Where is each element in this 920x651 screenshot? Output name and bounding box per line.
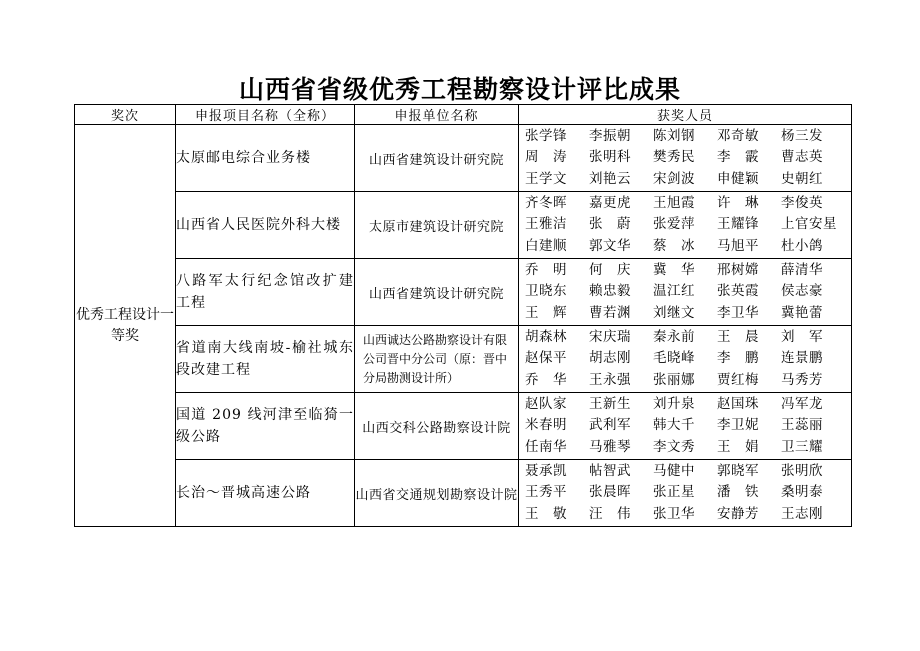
people-grid [519,461,851,526]
people-grid [519,327,851,392]
person-name: 李 霰 [717,149,759,166]
people-grid [519,260,851,325]
unit-name-cell: 山西省交通规划勘察设计院 [355,460,519,527]
person-name: 胡森林 [525,328,567,345]
project-name-cell: 山西省人民医院外科大楼 [176,192,355,259]
page-title: 山西省省级优秀工程勘察设计评比成果 [238,75,681,104]
person-name: 乔 明 [525,261,567,278]
person-name: 李文秀 [653,438,695,455]
person-name: 王永强 [589,371,631,388]
award-people-cell [519,460,852,527]
person-name: 王 辉 [525,304,567,321]
person-name: 汪 伟 [589,505,631,522]
person-name: 张晨晖 [589,484,631,501]
header-project: 申报项目名称（全称） [176,105,355,125]
person-name: 曹志英 [781,149,823,166]
person-name: 王蕊丽 [781,417,823,434]
person-name: 薛清华 [781,261,823,278]
person-name: 王雅洁 [525,216,567,233]
unit-name-cell: 山西省建筑设计研究院 [355,259,519,326]
person-name: 李 鹏 [717,350,759,367]
person-name: 任南华 [525,438,567,455]
table-row [75,460,852,527]
person-name: 郭文华 [589,237,631,254]
person-name: 马雅琴 [589,438,631,455]
awards-table [74,104,852,527]
unit-name-cell: 山西交科公路勘察设计院 [355,393,519,460]
person-name: 卫晓东 [525,283,567,300]
person-name: 史朝红 [781,170,823,187]
person-name: 张明欣 [781,462,823,479]
project-name-cell: 太原邮电综合业务楼 [176,125,355,192]
person-name: 王 娟 [717,438,759,455]
award-level-cell: 优秀工程设计一等奖 [75,125,176,527]
project-name-cell: 省道南大线南坡-榆社城东段改建工程 [176,326,355,393]
table-row [75,326,852,393]
unit-name-cell: 山西省建筑设计研究院 [355,125,519,192]
person-name: 赵国珠 [717,395,759,412]
person-name: 曹若渊 [589,304,631,321]
table-row [75,125,852,192]
person-name: 冀 华 [653,261,695,278]
person-name: 宋剑波 [653,170,695,187]
people-grid [519,126,851,191]
person-name: 韩大千 [653,417,695,434]
award-people-cell [519,326,852,393]
person-name: 马秀芳 [781,371,823,388]
person-name: 宋庆瑞 [589,328,631,345]
person-name: 周 涛 [525,149,567,166]
person-name: 邓奇敏 [717,127,759,144]
person-name: 桑明泰 [781,484,823,501]
table-row [75,259,852,326]
header-unit: 申报单位名称 [355,105,519,125]
person-name: 刘继文 [653,304,695,321]
person-name: 陈刘钢 [653,127,695,144]
people-grid [519,394,851,459]
person-name: 马旭平 [717,237,759,254]
person-name: 连景鹏 [781,350,823,367]
person-name: 冀艳蕾 [781,304,823,321]
person-name: 刘艳云 [589,170,631,187]
person-name: 马健中 [653,462,695,479]
person-name: 王学文 [525,170,567,187]
person-name: 上官安星 [781,216,837,233]
person-name: 李卫华 [717,304,759,321]
person-name: 贾红梅 [717,371,759,388]
project-name-cell: 长治～晋城高速公路 [176,460,355,527]
person-name: 聂承凯 [525,462,567,479]
person-name: 冯军龙 [781,395,823,412]
award-people-cell [519,393,852,460]
project-name-cell: 八路军太行纪念馆改扩建工程 [176,259,355,326]
person-name: 王秀平 [525,484,567,501]
person-name: 侯志豪 [781,283,823,300]
award-people-cell [519,259,852,326]
person-name: 张 蔚 [589,216,631,233]
person-name: 李振朝 [589,127,631,144]
person-name: 秦永前 [653,328,695,345]
person-name: 白建顺 [525,237,567,254]
person-name: 张卫华 [653,505,695,522]
header-award: 奖次 [75,105,176,125]
person-name: 嘉更虎 [589,194,631,211]
person-name: 刘升泉 [653,395,695,412]
table-row [75,192,852,259]
header-row [75,105,852,125]
person-name: 卫三耀 [781,438,823,455]
person-name: 杨三发 [781,127,823,144]
person-name: 张正星 [653,484,695,501]
person-name: 安静芳 [717,505,759,522]
person-name: 张爱萍 [653,216,695,233]
unit-name-cell: 山西诚达公路勘察设计有限公司晋中分公司（原：晋中分局勘测设计所） [355,326,519,393]
person-name: 王耀锋 [717,216,759,233]
person-name: 樊秀民 [653,149,695,166]
person-name: 王新生 [589,395,631,412]
person-name: 赵保平 [525,350,567,367]
person-name: 申健颖 [717,170,759,187]
person-name: 刘 军 [781,328,823,345]
person-name: 赖忠毅 [589,283,631,300]
person-name: 乔 华 [525,371,567,388]
person-name: 武利军 [589,417,631,434]
person-name: 赵队家 [525,395,567,412]
person-name: 张学锋 [525,127,567,144]
header-people: 获奖人员 [519,105,852,125]
person-name: 温江红 [653,283,695,300]
person-name: 帖智武 [589,462,631,479]
person-name: 张丽娜 [653,371,695,388]
person-name: 王旭霞 [653,194,695,211]
unit-name-cell: 太原市建筑设计研究院 [355,192,519,259]
person-name: 胡志刚 [589,350,631,367]
people-grid [519,193,851,258]
person-name: 米春明 [525,417,567,434]
award-people-cell [519,192,852,259]
table-row [75,393,852,460]
person-name: 潘 铁 [717,484,759,501]
person-name: 李俊英 [781,194,823,211]
person-name: 许 琳 [717,194,759,211]
person-name: 王志刚 [781,505,823,522]
person-name: 张明科 [589,149,631,166]
person-name: 王 敬 [525,505,567,522]
person-name: 毛晓峰 [653,350,695,367]
person-name: 杜小鸽 [781,237,823,254]
person-name: 李卫妮 [717,417,759,434]
person-name: 齐冬晖 [525,194,567,211]
person-name: 何 庆 [589,261,631,278]
person-name: 蔡 冰 [653,237,695,254]
person-name: 王 晨 [717,328,759,345]
award-people-cell [519,125,852,192]
project-name-cell: 国道 209 线河津至临猗一级公路 [176,393,355,460]
person-name: 张英霞 [717,283,759,300]
person-name: 邢树嫦 [717,261,759,278]
person-name: 郭晓军 [717,462,759,479]
